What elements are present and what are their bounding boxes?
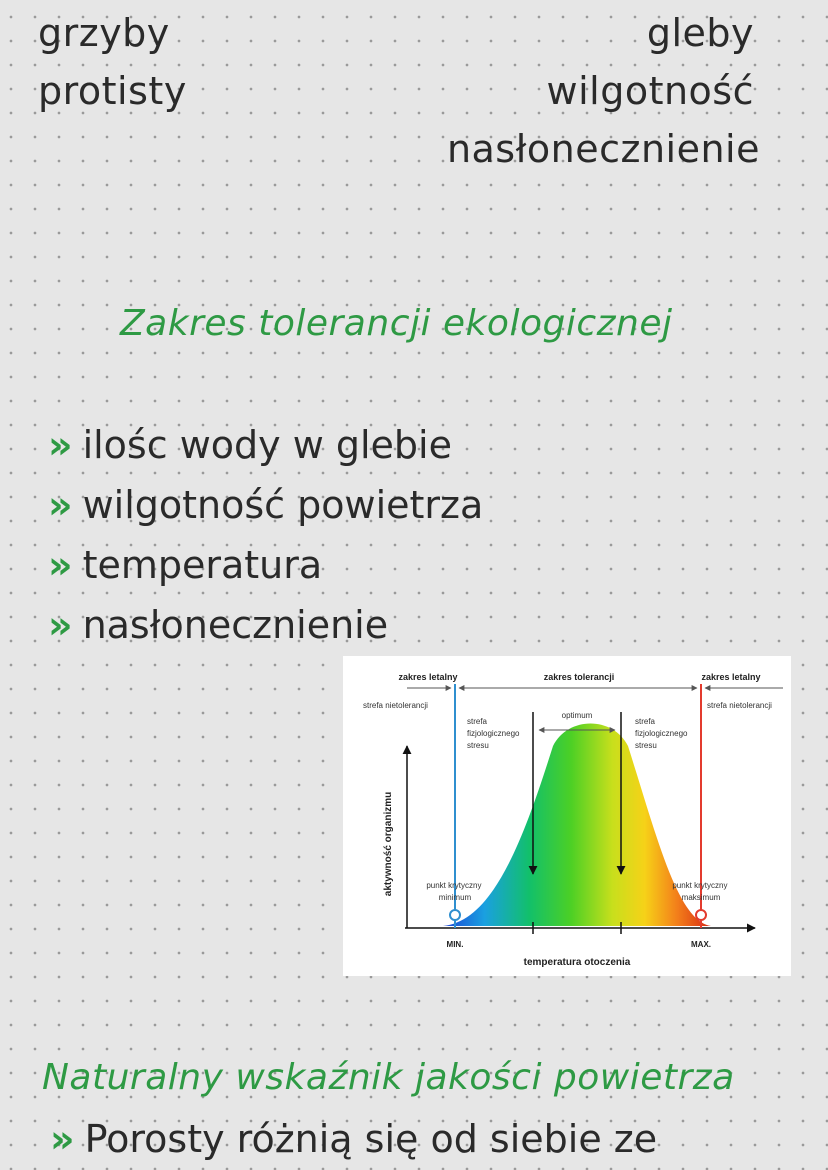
x-axis-label: temperatura otoczenia: [523, 957, 631, 968]
top-left-item: protisty: [38, 69, 187, 113]
label-zakres-tolerancji: zakres tolerancji: [543, 672, 615, 682]
section-heading-air-quality: Naturalny wskaźnik jakości powietrza: [42, 1057, 735, 1098]
list-item-text: ilośc wody w glebie: [82, 423, 452, 467]
tolerance-diagram-svg: [343, 656, 791, 976]
min-point-marker: [450, 910, 460, 920]
top-right-item: wilgotność: [546, 69, 754, 113]
tolerance-diagram: [343, 656, 791, 976]
label-min: MIN.: [446, 940, 464, 949]
top-right-item: gleby: [646, 11, 754, 55]
section-heading-tolerance: Zakres tolerancji ekologicznej: [120, 303, 673, 344]
label-punkt-min: punkt krytyczny minimum: [426, 881, 482, 902]
list-item-text: temperatura: [82, 543, 323, 587]
top-right-item: nasłonecznienie: [446, 127, 760, 171]
list-item-text: nasłonecznienie: [82, 603, 389, 647]
top-left-item: grzyby: [38, 11, 170, 55]
list-item-text: wilgotność powietrza: [82, 483, 484, 527]
label-zakres-letalny-left: zakres letalny: [398, 672, 458, 682]
list-item: [48, 483, 484, 527]
label-strefa-nietolerancji-left: strefa nietolerancji: [363, 701, 428, 710]
bullet-icon: »: [48, 423, 73, 467]
label-strefa-stresu-left: strefa fizjologicznego stresu: [467, 717, 520, 750]
list-item-text: Porosty różnią się od siebie ze: [84, 1117, 658, 1161]
bullet-icon: »: [48, 603, 73, 647]
label-zakres-letalny-right: zakres letalny: [701, 672, 761, 682]
list-item: [48, 423, 452, 467]
bullet-icon: »: [48, 543, 73, 587]
label-punkt-max: punkt krytyczny maksimum: [672, 881, 728, 902]
y-axis-label: aktywność organizmu: [383, 791, 394, 897]
bullet-icon: »: [48, 483, 73, 527]
list-item: [48, 543, 323, 587]
bullet-icon: »: [50, 1117, 75, 1161]
label-strefa-nietolerancji-right: strefa nietolerancji: [707, 701, 772, 710]
list-item: [50, 1117, 658, 1161]
label-optimum: optimum: [561, 711, 593, 720]
label-max: MAX.: [691, 940, 711, 949]
max-point-marker: [696, 910, 706, 920]
label-strefa-stresu-right: strefa fizjologicznego stresu: [635, 717, 688, 750]
list-item: [48, 603, 389, 647]
